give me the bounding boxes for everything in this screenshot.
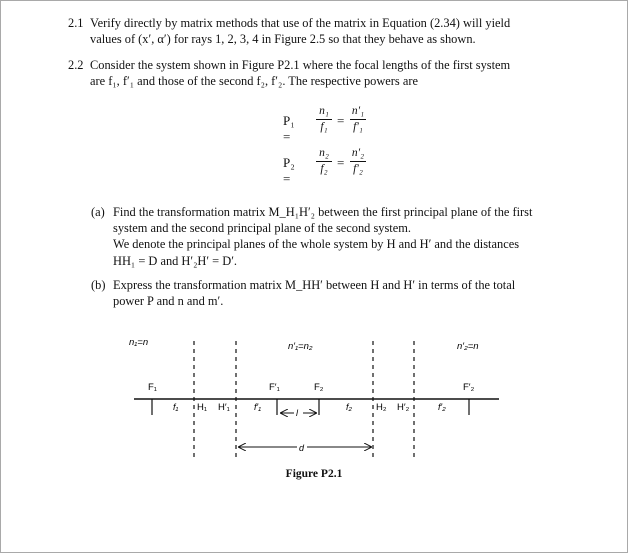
part-text-line: Find the transformation matrix M_H₁H′₂ between the first principal plane of the first [113,205,533,219]
equation-lhs: P₂ = [283,155,295,186]
denominator: f′₁ [353,121,363,133]
problem-text-line: Consider the system shown in Figure P2.1 where the focal lengths of the first system [90,58,511,72]
focal-point-F1-prime: F′₁ [269,382,280,393]
numerator: n′₁ [351,105,365,117]
part-label: (a) [91,205,105,219]
part-label: (b) [91,278,106,292]
denominator: f₁ [320,121,328,133]
denominator: f′₂ [353,163,363,175]
problem-text-line: Verify directly by matrix methods that use of the matrix in Equation (2.34) will yield [90,16,511,30]
principal-plane-label-h2: H₂ [376,402,387,413]
denominator: f₂ [320,163,328,175]
problem-2-1 [68,15,568,48]
medium-label-n2-prime: n′₂=n [457,341,479,352]
part-b [91,277,571,309]
fraction [316,147,332,176]
focal-point-F2-prime: F′₂ [463,382,475,393]
equals-sign: = [337,155,345,170]
problem-number: 2.1 [68,16,84,30]
part-text-line: HH₁ = D and H′₂H′ = D′. [113,253,238,268]
part-a [91,204,571,269]
distance-l-label: l [296,408,298,418]
part-text-line: power P and n and m′. [113,294,224,309]
equals-sign: = [337,113,345,128]
fraction [316,105,332,134]
equation-lhs: P₁ = [283,113,295,144]
problem-number: 2.2 [68,58,84,72]
problem-text-line: are f₁, f′₁ and those of the second f₂, f′₂. The respective powers are [90,74,418,89]
focal-length-f1: f₁ [173,402,179,412]
principal-plane-label-h2-prime: H′₂ [397,402,410,413]
principal-plane-label-h1-prime: H′₁ [218,402,230,413]
fraction [350,105,366,134]
medium-label-n1: n₁=n [129,337,149,348]
part-text-line: We denote the principal planes of the whole system by H and H′ and the distances [113,237,520,252]
fraction [350,147,366,176]
problem-text-line: values of (x′, α′) for rays 1, 2, 3, 4 in Figure 2.5 so that they behave as shown. [90,32,476,47]
figure-p2-1 [1,329,627,469]
focal-length-f1-prime: f′₁ [254,402,262,412]
principal-plane-label-h1: H₁ [197,402,208,413]
problem-2-2 [68,57,568,90]
medium-label-n1-prime: n′₁=n₂ [288,341,313,352]
focal-point-F2: F₂ [314,382,324,393]
numerator: n₁ [319,105,329,117]
numerator: n′₂ [351,147,365,159]
part-text-line: Express the transformation matrix M_HH′ between H and H′ in terms of the total [113,278,516,292]
figure-caption: Figure P2.1 [285,468,343,480]
power-equations [283,105,403,189]
numerator: n₂ [319,147,329,159]
distance-d-label: d [299,443,305,453]
part-text-line: system and the second principal plane of the second system. [113,221,411,236]
focal-point-F1: F₁ [148,382,158,393]
focal-length-f2: f₂ [346,402,352,412]
focal-length-f2-prime: f′₂ [438,402,446,412]
